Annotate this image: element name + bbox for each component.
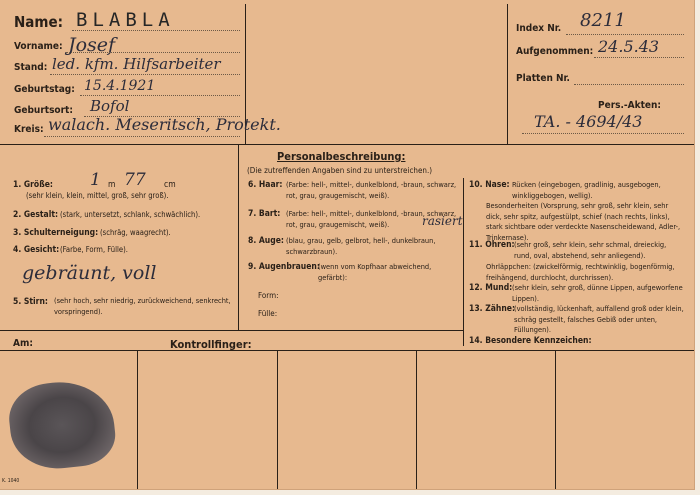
divider-b4: [555, 350, 556, 489]
kreis-line: [44, 136, 240, 137]
gestalt-options: (stark, untersetzt, schlank, schwächlich).: [60, 210, 201, 219]
stand-value: led. kfm. Hilfsarbeiter: [52, 55, 221, 73]
ohr-extra: Ohrläppchen: (zwickelförmig, rechtwinklig, bogenförmig, freihängend, durchlocht, durchrissen).: [486, 262, 675, 282]
vorname-line: [66, 52, 240, 53]
groesse-value-m: 1: [90, 170, 101, 190]
aufgenommen-value: 24.5.43: [598, 37, 660, 56]
nase-extra: Besonderheiten (Vorsprung, sehr groß, sehr klein, sehr dick, sehr spitz, aufgestülpt, schief (nach rechts, links), stark sichtbare oder verdeckte Nasenscheidewand, Adler-, Trinkernase).: [486, 201, 681, 243]
schulter-label: 3. Schulterneigung:: [13, 228, 99, 238]
divider-b3: [416, 350, 417, 489]
name-value: BLABLA: [76, 9, 175, 31]
groesse-label: 1. Größe:: [13, 180, 53, 190]
vorname-label: Vorname:: [14, 41, 63, 52]
print-code: K. 1040: [2, 478, 20, 484]
divider-right: [507, 4, 508, 145]
zaehne-options: (vollständig, lückenhaft, auffallend groß oder klein, schräg gestellt, falsches Gebiß oder unten, Füllungen).: [514, 304, 684, 335]
stand-line: [50, 74, 240, 75]
haar-label: 6. Haar:: [248, 180, 283, 190]
fuelle-label: Fülle:: [258, 309, 278, 318]
nase-options: Rücken (eingebogen, gradlinig, ausgebogen, winkliggebogen, wellig).: [512, 180, 661, 200]
divider-col1: [238, 145, 239, 331]
platten-label: Platten Nr.: [516, 73, 570, 84]
stirn-label: 5. Stirn:: [13, 297, 48, 307]
aufgenommen-label: Aufgenommen:: [516, 46, 594, 57]
brauen-label: 9. Augenbrauen:: [248, 262, 320, 272]
zaehne-label: 13. Zähne:: [469, 304, 516, 314]
geburtstag-line: [80, 95, 240, 96]
form-label: Form:: [258, 291, 279, 300]
auge-label: 8. Auge:: [248, 236, 284, 246]
divider-finger-top: [0, 350, 694, 351]
divider-personal-top: [0, 144, 694, 145]
index-line: [566, 34, 684, 35]
geburtsort-label: Geburtsort:: [14, 105, 73, 116]
geburtsort-value: Bofol: [90, 97, 130, 115]
personal-subtitle: (Die zutreffenden Angaben sind zu unterstreichen.): [247, 166, 433, 175]
groesse-unit-m: m: [108, 180, 116, 190]
divider-b2: [277, 350, 278, 489]
bart-label: 7. Bart:: [248, 209, 281, 219]
divider-col2: [463, 178, 464, 346]
am-label: Am:: [13, 338, 33, 349]
name-label: Name:: [14, 13, 64, 31]
haar-options: (Farbe: hell-, mittel-, dunkelblond, -braun, schwarz, rot, grau, graugemischt, weiß).: [286, 180, 457, 200]
stirn-options: (sehr hoch, sehr niedrig, zurückweichend, senkrecht, vorspringend).: [54, 296, 231, 316]
geburtstag-label: Geburtstag:: [14, 84, 75, 95]
platten-line: [574, 84, 684, 85]
mund-options: (sehr klein, sehr groß, dünne Lippen, aufgeworfene Lippen).: [512, 283, 683, 303]
mund-label: 12. Mund:: [469, 283, 513, 293]
gesicht-value: gebräunt, voll: [22, 262, 157, 284]
akten-line: [522, 133, 684, 134]
ohren-options: (sehr groß, sehr klein, sehr schmal, dreieckig, rund, oval, abstehend, sehr anliegend).: [514, 240, 667, 260]
bart-options: (Farbe: hell-, mittel-, dunkelblond, -braun, schwarz, rot, grau, graugemischt, weiß).: [286, 209, 457, 229]
nase-label: 10. Nase:: [469, 180, 510, 190]
personal-title: Personalbeschreibung:: [277, 150, 406, 163]
groesse-value-cm: 77: [124, 170, 146, 190]
gestalt-label: 2. Gestalt:: [13, 210, 59, 220]
schulter-options: (schräg, waagrecht).: [100, 228, 171, 237]
akten-value: TA. - 4694/43: [534, 112, 643, 131]
akten-label: Pers.-Akten:: [598, 100, 661, 111]
name-line: [72, 30, 240, 31]
gesicht-label: 4. Gesicht:: [13, 245, 60, 255]
vorname-value: Josef: [68, 34, 116, 56]
fingerprint: [6, 377, 118, 473]
kreis-value: walach. Meseritsch, Protekt.: [48, 115, 281, 134]
aufgenommen-line: [594, 57, 684, 58]
bart-value: rasiert: [422, 214, 463, 228]
auge-options: (blau, grau, gelb, gelbrot, hell-, dunkelbraun, schwarzbraun).: [286, 236, 436, 256]
divider-b1: [137, 350, 138, 489]
divider-bottom: [0, 330, 463, 331]
gesicht-options: (Farbe, Form, Fülle).: [60, 245, 128, 254]
index-value: 8211: [580, 10, 626, 31]
kreis-label: Kreis:: [14, 124, 44, 135]
kennzeichen-label: 14. Besondere Kennzeichen:: [469, 336, 592, 346]
geburtstag-value: 15.4.1921: [84, 78, 156, 94]
stand-label: Stand:: [14, 62, 48, 73]
groesse-options: (sehr klein, klein, mittel, groß, sehr groß).: [26, 191, 169, 200]
groesse-unit-cm: cm: [164, 180, 176, 190]
ohren-label: 11. Ohren:: [469, 240, 515, 250]
brauen-options: (wenn vom Kopfhaar abweichend, gefärbt):: [318, 262, 432, 282]
kontroll-label: Kontrollfinger:: [170, 338, 252, 351]
index-label: Index Nr.: [516, 23, 562, 34]
